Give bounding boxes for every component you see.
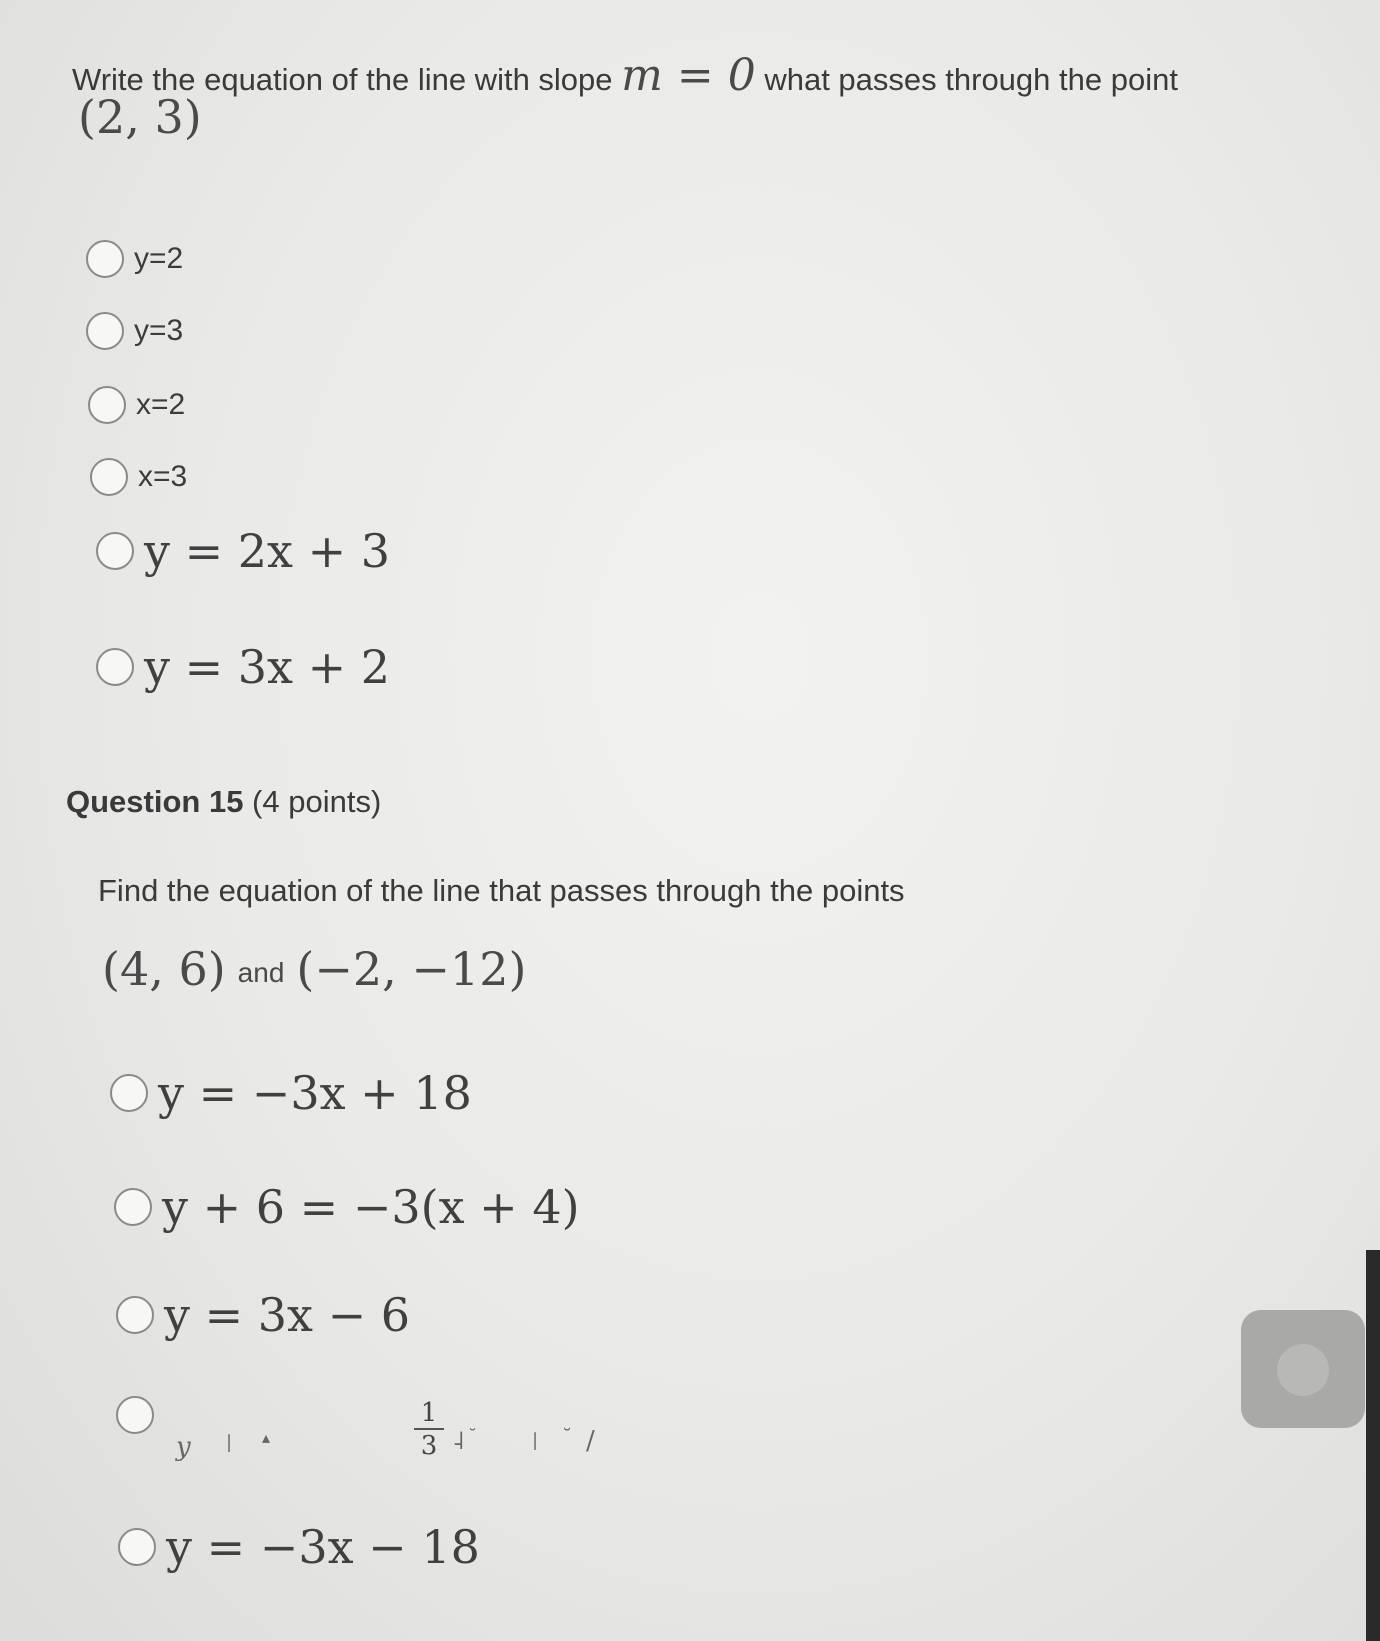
option-label: x=3: [138, 460, 188, 493]
q14-option-6[interactable]: [96, 640, 390, 694]
q14-point: (2, 3): [78, 90, 202, 144]
partial-glyph: ˨: [452, 1426, 465, 1456]
floating-action-button[interactable]: [1241, 1310, 1365, 1428]
q14-option-3[interactable]: [88, 386, 185, 424]
radio-button[interactable]: [116, 1396, 154, 1434]
q15-and: and: [237, 957, 285, 988]
q15-points-line: [102, 942, 526, 996]
radio-button[interactable]: [118, 1528, 156, 1566]
option-label: y = 2x + 3: [144, 524, 391, 578]
q15-points: (4 points): [243, 784, 382, 819]
option-label: y = 3x − 6: [164, 1288, 411, 1342]
partial-glyph: ▴: [262, 1428, 271, 1447]
radio-button[interactable]: [110, 1074, 148, 1112]
q15-point-b: (−2, −12): [296, 942, 527, 996]
option-label: y = 3x + 2: [144, 640, 391, 694]
q14-slope: m = 0: [621, 50, 756, 101]
option-label: y = −3x + 18: [158, 1066, 472, 1120]
q14-option-4[interactable]: [90, 458, 187, 496]
option-label: y = −3x − 18: [166, 1520, 480, 1574]
fraction-denominator: 3: [420, 1431, 438, 1461]
circle-icon: [1277, 1344, 1329, 1396]
partial-glyph: /: [586, 1426, 595, 1456]
q15-option-3[interactable]: [116, 1288, 410, 1342]
radio-button[interactable]: [86, 240, 124, 278]
q15-option-partial[interactable]: [116, 1396, 636, 1476]
q14-prompt: [72, 50, 1178, 101]
radio-button[interactable]: [90, 458, 128, 496]
partial-glyph: ˘: [468, 1426, 477, 1447]
q14-prompt-before: Write the equation of the line with slope: [72, 62, 622, 97]
radio-button[interactable]: [114, 1188, 152, 1226]
option-label: y + 6 = −3(x + 4): [162, 1180, 580, 1234]
radio-button[interactable]: [88, 386, 126, 424]
q14-prompt-after: what passes through the point: [755, 62, 1178, 97]
option-label: x=2: [136, 388, 186, 421]
radio-button[interactable]: [116, 1296, 154, 1334]
q14-option-1[interactable]: [86, 240, 183, 278]
fraction-one-third: [414, 1398, 444, 1462]
radio-button[interactable]: [96, 648, 134, 686]
q15-point-a: (4, 6): [102, 942, 226, 996]
q15-prompt: Find the equation of the line that passes through the points: [98, 873, 905, 908]
option-label: y=3: [134, 314, 184, 347]
partial-glyph: |: [532, 1430, 539, 1451]
radio-button[interactable]: [86, 312, 124, 350]
radio-button[interactable]: [96, 532, 134, 570]
partial-glyph: ˘: [562, 1424, 572, 1448]
screen-edge: [1366, 1250, 1380, 1641]
q15-option-1[interactable]: [110, 1066, 472, 1120]
fraction-numerator: 1: [414, 1398, 444, 1430]
q14-option-5[interactable]: [96, 524, 390, 578]
partial-glyph: |: [226, 1432, 233, 1453]
q15-option-2[interactable]: [114, 1180, 580, 1234]
q15-heading: [66, 784, 381, 820]
option-label: y=2: [134, 242, 184, 275]
q14-option-2[interactable]: [86, 312, 183, 350]
q15-title: Question 15: [66, 784, 244, 819]
partial-glyph: 𝑦: [176, 1432, 191, 1462]
q15-option-4[interactable]: [118, 1520, 480, 1574]
